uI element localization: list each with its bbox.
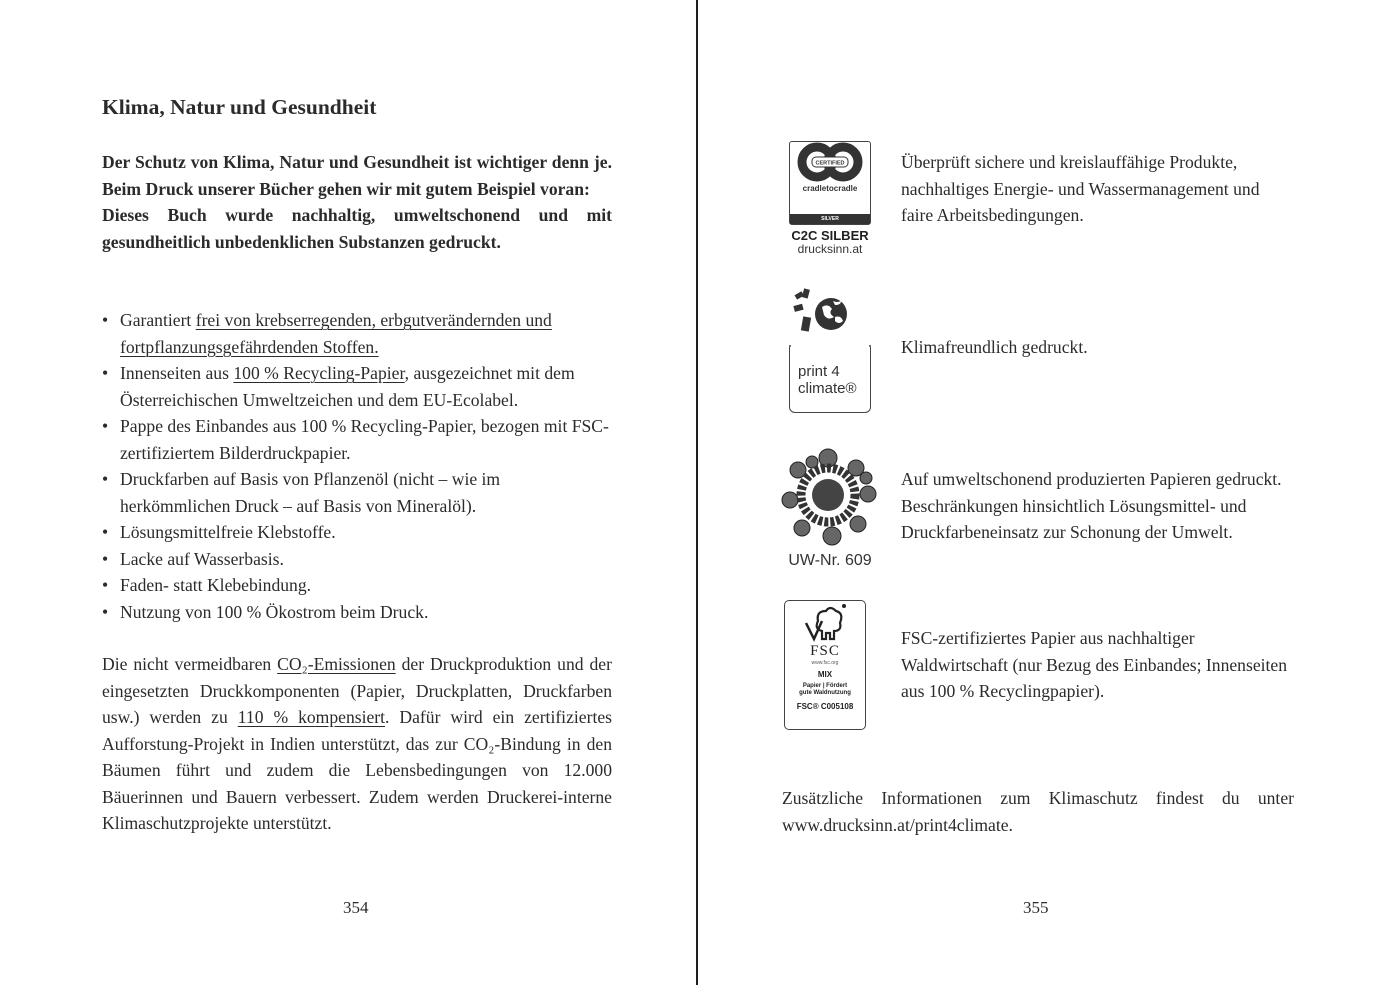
c2c-certified-text: CERTIFIED: [815, 160, 845, 167]
print4climate-line2: climate®: [798, 379, 857, 397]
fsc-logo: [782, 600, 868, 730]
underlined-link[interactable]: 100 % Recycling-Papier: [233, 363, 405, 383]
umweltzeichen-flower-icon: [780, 448, 880, 548]
more-info-text: Zusätzliche Informationen zum Klimaschutz findest du unter www.drucksinn.at/print4climate.: [782, 788, 1294, 835]
bullet-icon: •: [102, 469, 109, 489]
list-item: • Pappe des Einbandes aus 100 % Recycling-Papier, bezogen mit FSC-zertifiziertem Bilderdruckpapier.: [102, 413, 612, 466]
c2c-subtitle: drucksinn.at: [797, 242, 863, 256]
certification-description: FSC-zertifiziertes Papier aus nachhaltiger Waldwirtschaft (nur Bezug des Einbandes; Innenseiten aus 100 % Recyclingpapier).: [901, 628, 1288, 701]
c2c-brand-text: cradletocradle: [802, 184, 858, 193]
page-number-left: 354: [343, 898, 369, 917]
umweltzeichen-number: UW-Nr. 609: [788, 552, 872, 569]
left-page: [102, 0, 612, 985]
c2c-level-band: SILVER: [790, 214, 870, 224]
list-item: • Nutzung von 100 % Ökostrom beim Druck.: [102, 599, 612, 626]
underlined-link[interactable]: frei von krebserregenden, erbgutverändernden und fortpflanzungsgefährdenden Stoffen.: [120, 310, 552, 357]
print4climate-line1: print 4: [798, 362, 840, 380]
print4climate-logo: [782, 287, 878, 413]
page-gutter-divider: [696, 0, 698, 985]
lead-text: [102, 149, 612, 255]
certification-description: Überprüft sichere und kreislauffähige Produkte, nachhaltiges Energie- und Wassermanagement und faire Arbeitsbedingungen.: [901, 152, 1260, 225]
compensation-link[interactable]: 110 % kompensiert: [237, 707, 386, 727]
co2-emissions-link[interactable]: CO₂-Emissionen: [277, 654, 396, 674]
c2c-badge: [789, 141, 871, 225]
bullet-icon: •: [102, 601, 109, 622]
list-item: • Lösungsmittelfreie Klebstoffe.: [102, 519, 612, 546]
page-number-right: 355: [1023, 898, 1049, 917]
lead-paragraph: Der Schutz von Klima, Natur und Gesundheit ist wichtiger denn je. Beim Druck unserer Bücher gehen wir mit gutem Beispiel voran:: [102, 152, 612, 199]
fsc-tree-checkmark-icon: [800, 601, 850, 645]
list-item: • Garantiert frei von krebserregenden, erbgutverändernden und fortpflanzungsgefährdenden Stoffen.: [102, 307, 612, 360]
c2c-title: C2C SILBER: [791, 228, 869, 243]
list-item: • Faden- statt Klebebindung.: [102, 572, 612, 599]
bullet-icon: •: [102, 363, 109, 383]
bullet-icon: •: [102, 522, 109, 542]
cradle-to-cradle-logo: [782, 141, 878, 255]
lead-paragraph: Dieses Buch wurde nachhaltig, umweltschonend und mit gesundheitlich unbedenklichen Substanzen gedruckt.: [102, 205, 612, 252]
certification-description: Klimafreundlich gedruckt.: [901, 337, 1088, 357]
fsc-mix: MIX: [817, 670, 833, 679]
bullet-icon: •: [102, 310, 109, 330]
print4climate-box: [789, 347, 871, 413]
bullet-icon: •: [102, 575, 109, 595]
umweltzeichen-logo: [782, 448, 878, 570]
certification-description: Auf umweltschonend produzierten Papieren gedruckt. Beschränkungen hinsichtlich Lösungsmittel- und Druckfarbeneinsatz zur Schonung der Umwelt.: [901, 469, 1282, 542]
fsc-brand: FSC: [810, 643, 840, 659]
feature-list: [102, 307, 612, 625]
list-item: • Innenseiten aus 100 % Recycling-Papier, ausgezeichnet mit dem Österreichischen Umweltzeichen und dem EU-Ecolabel.: [102, 360, 612, 413]
section-title: Klima, Natur und Gesundheit: [102, 95, 377, 119]
fsc-desc: Papier | Fördert gute Waldnutzung: [799, 683, 851, 696]
list-item: • Lacke auf Wasserbasis.: [102, 546, 612, 573]
bullet-icon: •: [102, 416, 109, 436]
fsc-license-code: FSC® C005108: [796, 702, 854, 711]
globe-sunburst-icon: [789, 287, 871, 347]
list-item: • Druckfarben auf Basis von Pflanzenöl (nicht – wie im herkömmlichen Druck – auf Basis von Mineralöl).: [102, 466, 612, 519]
bullet-icon: •: [102, 548, 109, 569]
fsc-url: www.fsc.org: [811, 660, 839, 666]
compensation-paragraph: Die nicht vermeidbaren CO₂-Emissionen der Druckproduktion und der eingesetzten Druckkomponenten (Papier, Druckplatten, Druckfarben usw.) werden zu 110 % kompensiert. Dafür wird ein zertifiziertes Aufforstung-Projekt in Indien unterstützt, das zur CO₂-Bindung in den Bäumen führt und zudem die Lebensbedingungen von 12.000 Bäuerinnen und Bauern verbessert. Zudem werden Druckerei-interne Klimaschutzprojekte unterstützt.: [102, 654, 612, 833]
right-page: [782, 0, 1294, 985]
infinity-icon: [795, 142, 865, 182]
fsc-badge: [784, 600, 866, 730]
